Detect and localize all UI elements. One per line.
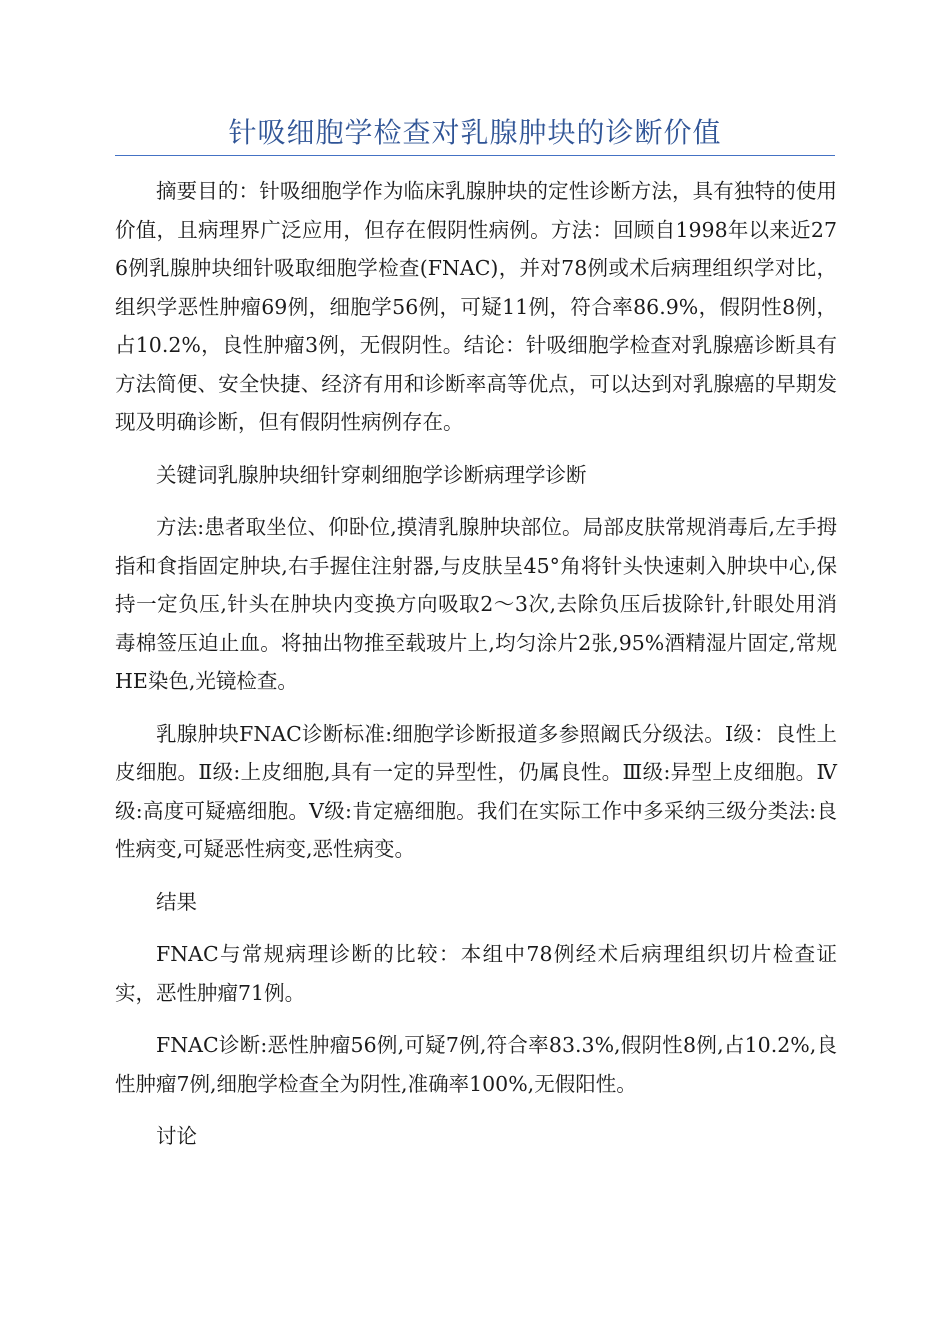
criteria-paragraph: 乳腺肿块FNAC诊断标准:细胞学诊断报道多参照阚氏分级法。Ⅰ级：良性上皮细胞。Ⅱ级:上皮细胞,具有一定的异型性，仍属良性。Ⅲ级:异型上皮细胞。Ⅳ级:高度可疑癌细胞。Ⅴ级:肯定癌细胞。我们在实际工作中多采纳三级分类法:良性病变,可疑恶性病变,恶性病变。 bbox=[115, 721, 837, 861]
abstract-paragraph: 摘要目的：针吸细胞学作为临床乳腺肿块的定性诊断方法，具有独特的使用价值，且病理界广泛应用，但存在假阴性病例。方法：回顾自1998年以来近276例乳腺肿块细针吸取细胞学检查(FNAC)，并对78例或术后病理组织学对比，组织学恶性肿瘤69例，细胞学56例，可疑11例，符合率86.9%，假阴性8例，占10.2%，良性肿瘤3例，无假阴性。结论：针吸细胞学检查对乳腺癌诊断具有方法简便、安全快捷、经济有用和诊断率高等优点，可以达到对乳腺癌的早期发现及明确诊断，但有假阴性病例存在。 bbox=[115, 179, 837, 434]
fnac-diagnosis-paragraph: FNAC诊断:恶性肿瘤56例,可疑7例,符合率83.3%,假阴性8例,占10.2%,良性肿瘤7例,细胞学检查全为阴性,准确率100%,无假阳性。 bbox=[115, 1033, 837, 1096]
results-heading: 结果 bbox=[156, 889, 197, 914]
discussion-heading: 讨论 bbox=[156, 1124, 197, 1148]
comparison-paragraph: FNAC与常规病理诊断的比较：本组中78例经术后病理组织切片检查证实，恶性肿瘤71例。 bbox=[115, 942, 837, 1005]
keywords-paragraph: 关键词乳腺肿块细针穿刺细胞学诊断病理学诊断 bbox=[156, 462, 587, 487]
document-body bbox=[115, 172, 837, 1170]
document-title: 针吸细胞学检查对乳腺肿块的诊断价值 bbox=[228, 116, 722, 149]
method-paragraph: 方法:患者取坐位、仰卧位,摸清乳腺肿块部位。局部皮肤常规消毒后,左手拇指和食指固定肿块,右手握住注射器,与皮肤呈45°角将针头快速刺入肿块中心,保持一定负压,针头在肿块内变换方向吸取2～3次,去除负压后拔除针,针眼处用消毒棉签压迫止血。将抽出物推至载玻片上,均匀涂片2张,95%酒精湿片固定,常规HE染色,光镜检查。 bbox=[115, 515, 837, 693]
title-underline bbox=[115, 155, 835, 156]
